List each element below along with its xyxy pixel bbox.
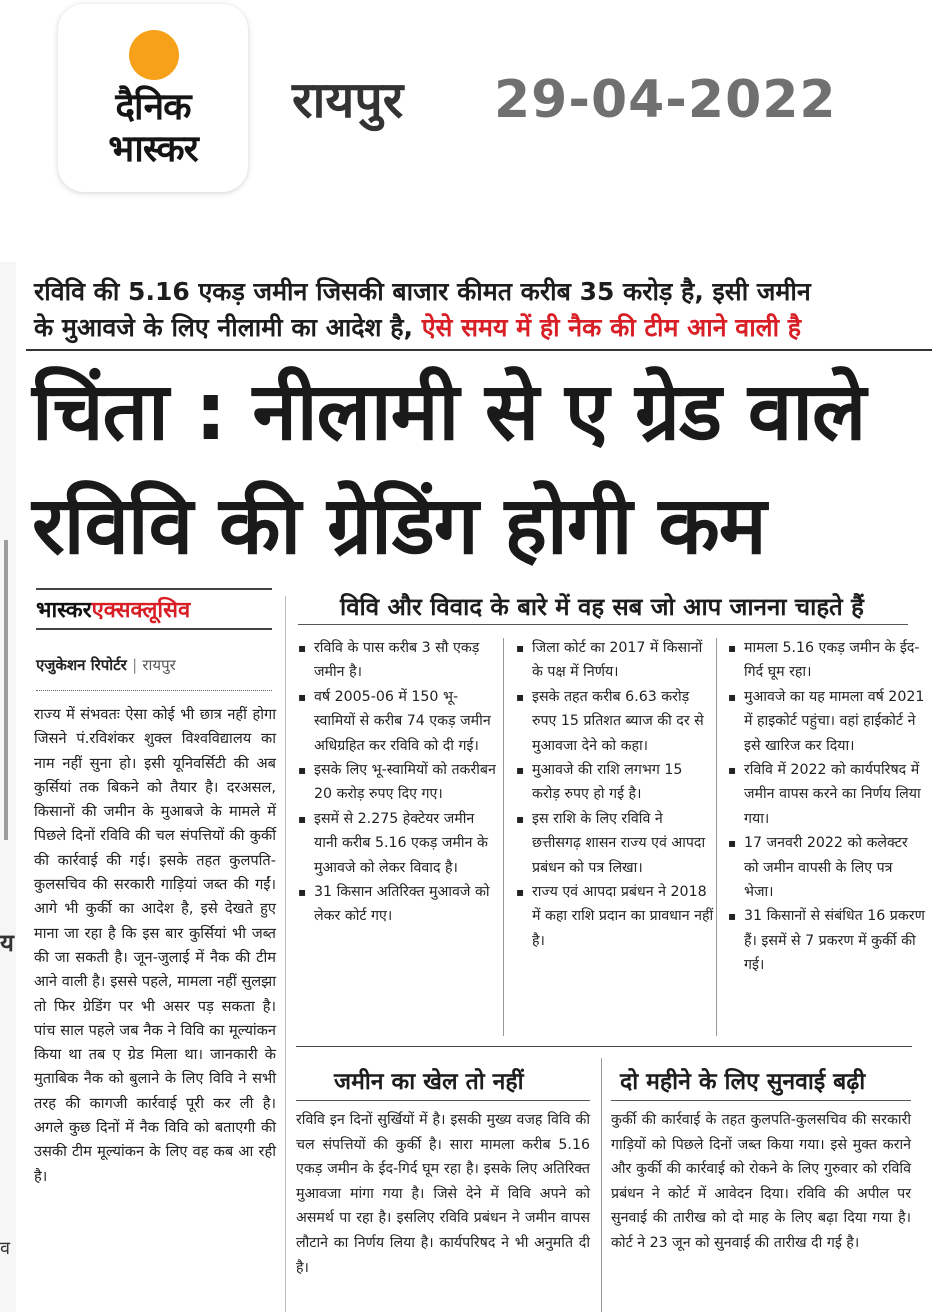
faq-item: ▪ इसके तहत करीब 6.63 करोड़ रुपए 15 प्रतिशत ब्याज की दर से मुआवजा देने को कहा। — [514, 685, 714, 758]
faq-item: ▪ मुआवजे की राशि लगभग 15 करोड़ रुपए हो गई है। — [514, 758, 714, 807]
kicker-highlight-text: ऐसे समय में ही नैक की टीम आने वाली है — [421, 313, 802, 342]
kicker-plain-text: के मुआवजे के लिए नीलामी का आदेश है, — [34, 313, 422, 342]
faq-title: विवि और विवाद के बारे में वह सब जो आप जानना चाहते हैं — [340, 593, 864, 621]
sub-story-2-title: दो महीने के लिए सुनवाई बढ़ी — [620, 1069, 866, 1095]
column-divider — [285, 596, 286, 1312]
faq-item: ▪ मामला 5.16 एकड़ जमीन के ईद-गिर्द घूम रहा। — [726, 636, 926, 685]
faq-item: ▪ इस राशि के लिए रविवि ने छत्तीसगढ़ शासन राज्य एवं आपदा प्रबंधन को पत्र लिखा। — [514, 807, 714, 880]
adjacent-column-bar — [4, 540, 8, 840]
section-divider — [296, 1046, 912, 1047]
faq-item: ▪ राज्य एवं आपदा प्रबंधन ने 2018 में कहा राशि प्रदान का प्रावधान नहीं है। — [514, 880, 714, 953]
logo-text-line2: भास्कर — [108, 127, 198, 170]
faq-item: ▪ रविवि में 2022 को कार्यपरिषद में जमीन वापस करने का निर्णय लिया गया। — [726, 758, 926, 831]
adjacent-column-edge — [0, 262, 16, 1312]
faq-item: ▪ 31 किसान अतिरिक्त मुआवजे को लेकर कोर्ट गए। — [296, 880, 496, 929]
faq-item: ▪ जिला कोर्ट का 2017 में किसानों के पक्ष में निर्णय। — [514, 636, 714, 685]
byline-place: रायपुर — [142, 656, 176, 674]
brand-tag-black: भास्कर — [36, 598, 92, 623]
byline-name: एजुकेशन रिपोर्टर — [36, 656, 127, 674]
sub-story-divider — [601, 1058, 602, 1312]
faq-item: ▪ इसके लिए भू-स्वामियों को तकरीबन 20 करोड़ रुपए दिए गए। — [296, 758, 496, 807]
byline — [36, 655, 176, 675]
brand-tag-rule-bottom — [36, 628, 272, 630]
faq-column-divider — [716, 638, 717, 1036]
sub-story-2-body: कुर्की की कार्रवाई के तहत कुलपति-कुलसचिव की सरकारी गाड़ियों को पिछले दिनों जब्त किया गया। इसे मुक्त कराने और कुर्की की कार्रवाई को रोकने के लिए गुरुवार को रविवि प्रबंधन ने कोर्ट में आवेदन दिया। रविवि की अपील पर सुनवाई की तारीख को दो माह के लिए बढ़ा दिया गया है। कोर्ट ने 23 जून को सुनवाई की तारीख दी गई है। — [611, 1112, 911, 1251]
faq-item: ▪ वर्ष 2005-06 में 150 भू-स्वामियों से करीब 74 एकड़ जमीन अधिग्रहित कर रविवि को दी गई। — [296, 685, 496, 758]
faq-item: ▪ इसमें से 2.275 हेक्टेयर जमीन यानी करीब 5.16 एकड़ जमीन के मुआवजे को लेकर विवाद है। — [296, 807, 496, 880]
sub-story-1-rule — [296, 1100, 590, 1101]
faq-item: ▪ 17 जनवरी 2022 को कलेक्टर को जमीन वापसी के लिए पत्र भेजा। — [726, 831, 926, 904]
kicker-line-1: रविवि की 5.16 एकड़ जमीन जिसकी बाजार कीमत करीब 35 करोड़ है, इसी जमीन — [34, 277, 811, 306]
sub-story-1-title: जमीन का खेल तो नहीं — [334, 1069, 524, 1095]
faq-column-3 — [726, 636, 926, 978]
faq-title-rule — [298, 624, 908, 625]
brand-tag-rule-top — [36, 588, 272, 590]
faq-column-divider — [503, 638, 504, 1036]
faq-item: ▪ रविवि के पास करीब 3 सौ एकड़ जमीन है। — [296, 636, 496, 685]
sub-story-2-rule — [611, 1100, 911, 1101]
byline-divider — [36, 690, 272, 691]
brand-exclusive-tag — [36, 594, 190, 624]
headline-line-2: रविवि की ग्रेडिंग होगी कम — [32, 479, 766, 572]
adjacent-column-char: व — [0, 1238, 11, 1259]
faq-column-1 — [296, 636, 496, 929]
faq-item: ▪ मुआवजे का यह मामला वर्ष 2021 में हाइकोर्ट पहुंचा। वहां हाईकोर्ट ने इसे खारिज कर दिया। — [726, 685, 926, 758]
kicker-divider — [26, 349, 932, 351]
edition-city: रायपुर — [292, 71, 404, 129]
faq-item: ▪ 31 किसानों से संबंधित 16 प्रकरण हैं। इसमें से 7 प्रकरण में कुर्की की गई। — [726, 904, 926, 977]
byline-separator: | — [132, 656, 138, 674]
edition-date: 29-04-2022 — [494, 70, 837, 130]
headline-line-1: चिंता : नीलामी से ए ग्रेड वाले — [32, 365, 866, 458]
kicker-line-2 — [34, 312, 926, 344]
newspaper-logo — [58, 4, 248, 192]
sun-icon — [129, 30, 179, 80]
brand-tag-red: एक्सक्लूसिव — [91, 598, 191, 623]
logo-text-line1: दैनिक — [115, 85, 191, 128]
main-story-body: राज्य में संभवतः ऐसा कोई भी छात्र नहीं होगा जिसने पं.रविशंकर शुक्ल विश्वविद्यालय का नाम नहीं सुना हो। इसी यूनिवर्सिटी की अब कुर्सियां तक बिकने को तैयार है। दरअसल, किसानों की जमीन के मुआबजे के मामले में पिछले दिनों रविवि की चल संपत्तियों की कुर्की की कार्रवाई की गई। इसके तहत कुलपति-कुलसचिव की सरकारी गाड़ियां जब्त की गईं। आगे भी कुर्की का आदेश है, इसे देखते हुए माना जा रहा है कि इस बार कुर्सियां भी जब्त की जा सकती है। जून-जुलाई में नैक की टीम आने वाली है। इससे पहले, मामला नहीं सुलझा तो फिर ग्रेडिंग पर भी असर पड़ सकता है। पांच साल पहले जब नैक ने विवि का मूल्यांकन किया था तब ए ग्रेड मिला था। जानकारी के मुताबिक नैक को बुलाने के लिए विवि ने सभी तरह की कागजी कार्रवाई पूरी कर ली है। अगले कुछ दिनों में नैक विवि को बताएगी की उसकी टीम मूल्यांकन के लिए वह कब आ रही है। — [34, 706, 276, 1185]
faq-column-2 — [514, 636, 714, 953]
adjacent-column-char: य — [0, 929, 14, 957]
sub-story-1-body: रविवि इन दिनों सुर्खियों में है। इसकी मुख्य वजह विवि की चल संपत्तियों की कुर्की है। सारा मामला करीब 5.16 एकड़ जमीन के ईद-गिर्द घूम रहा है। इसके लिए अतिरिक्त मुआवजा मांगा गया है। जिसे देने में विवि अपने को असमर्थ पा रहा है। इसलिए रविवि प्रबंधन ने जमीन वापस लौटाने का निर्णय लिया है। कार्यपरिषद ने भी अनुमति दी है। — [296, 1112, 590, 1276]
